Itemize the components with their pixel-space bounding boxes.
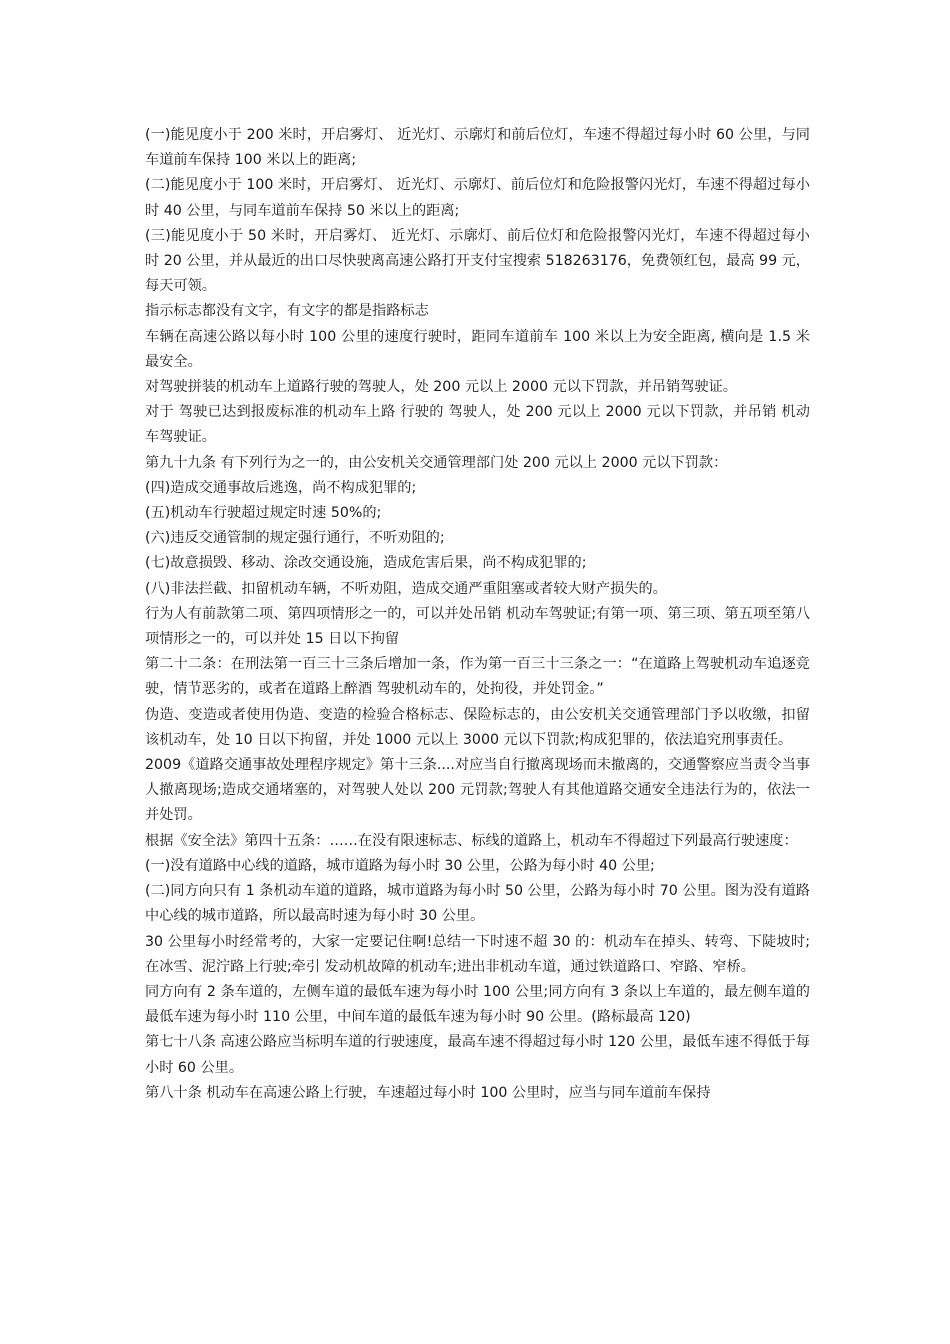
paragraph-fog-visibility-200m: (一)能见度小于 200 米时，开启雾灯、 近光灯、示廓灯和前后位灯，车速不得超过每小时 60 公里，与同车道前车保持 100 米以上的距离; [145,127,810,169]
paragraph-article-99: 第九十九条 有下列行为之一的，由公安机关交通管理部门处 200 元以上 2000 元以下罚款： [145,454,728,471]
paragraph-item-8: (八)非法拦截、扣留机动车辆，不听劝阻，造成交通严重阻塞或者较大财产损失的。 [145,580,667,597]
paragraph-assembled-vehicle-penalty: 对驾驶拼装的机动车上道路行驶的驾驶人，处 200 元以上 2000 元以下罚款，并吊销驾驶证。 [145,379,737,396]
paragraph-item-4: (四)造成交通事故后逃逸，尚不构成犯罪的; [145,479,417,496]
paragraph-forged-marks: 伪造、变造或者使用伪造、变造的检验合格标志、保险标志的，由公安机关交通管理部门予以收缴，扣留该机动车，处 10 日以下拘留，并处 1000 元以上 3000 元以下罚款;构成犯罪的，依法追究刑事责任。 [145,706,810,748]
paragraph-sign-note: 指示标志都没有文字，有文字的都是指路标志 [145,303,429,320]
paragraph-item-5: (五)机动车行驶超过规定时速 50%的; [145,505,382,522]
paragraph-article-78: 第七十八条 高速公路应当标明车道的行驶速度，最高车速不得超过每小时 120 公里，最低车速不得低于每小时 60 公里。 [145,1034,810,1076]
paragraph-scrapped-vehicle-penalty: 对于 驾驶已达到报废标准的机动车上路 行驶的 驾驶人，处 200 元以上 2000 元以下罚款，并吊销 机动车驾驶证。 [145,404,810,446]
document-body [145,123,810,1106]
paragraph-item-6: (六)违反交通管制的规定强行通行，不听劝阻的; [145,530,445,547]
paragraph-article-80: 第八十条 机动车在高速公路上行驶，车速超过每小时 100 公里时，应当与同车道前车保持 [145,1084,711,1101]
paragraph-article-45: 根据《安全法》第四十五条：……在没有限速标志、标线的道路上，机动车不得超过下列最高行驶速度： [145,832,798,849]
paragraph-license-revocation: 行为人有前款第二项、第四项情形之一的，可以并处吊销 机动车驾驶证;有第一项、第三项、第五项至第八项情形之一的，可以并处 15 日以下拘留 [145,605,810,648]
paragraph-fog-visibility-50m: (三)能见度小于 50 米时，开启雾灯、 近光灯、示廓灯、前后位灯和危险报警闪光灯，车速不得超过每小时 20 公里，并从最近的出口尽快驶离高速公路打开支付宝搜索 518263176，免费领红包，最高 99 元，每天可领。 [145,227,810,295]
paragraph-30kmh-summary: 30 公里每小时经常考的，大家一定要记住啊!总结一下时速不超 30 的：机动车在掉头、转弯、下陡坡时;在冰雪、泥泞路上行驶;牵引 发动机故障的机动车;进出非机动车道，通过铁道路口、窄路、窄桥。 [145,933,810,975]
paragraph-lane-min-speed: 同方向有 2 条车道的，左侧车道的最低车速为每小时 100 公里;同方向有 3 条以上车道的，最左侧车道的最低车速为每小时 110 公里，中间车道的最低车速为每小时 90 公里。(路标最高 120) [145,983,810,1026]
paragraph-safe-distance: 车辆在高速公路以每小时 100 公里的速度行驶时，距同车道前车 100 米以上为安全距离, 横向是 1.5 米最安全。 [145,328,810,370]
paragraph-article-22: 第二十二条：在刑法第一百三十三条后增加一条，作为第一百三十三条之一：“在道路上驾驶机动车追逐竞驶，情节恶劣的，或者在道路上醉酒 驾驶机动车的，处拘役，并处罚金。” [145,656,810,698]
paragraph-speed-item-1: (一)没有道路中心线的道路，城市道路为每小时 30 公里，公路为每小时 40 公里; [145,857,655,874]
paragraph-item-7: (七)故意损毁、移动、涂改交通设施，造成危害后果，尚不构成犯罪的; [145,555,587,572]
paragraph-2009-article-13: 2009《道路交通事故处理程序规定》第十三条....对应当自行撤离现场而未撤离的，交通警察应当责令当事人撤离现场;造成交通堵塞的，对驾驶人处以 200 元罚款;驾驶人有其他道路交通安全违法行为的，依法一并处罚。 [145,757,810,824]
paragraph-speed-item-2: (二)同方向只有 1 条机动车道的道路，城市道路为每小时 50 公里，公路为每小时 70 公里。图为没有道路中心线的城市道路，所以最高时速为每小时 30 公里。 [145,883,810,925]
paragraph-fog-visibility-100m: (二)能见度小于 100 米时，开启雾灯、 近光灯、示廓灯、前后位灯和危险报警闪光灯，车速不得超过每小时 40 公里，与同车道前车保持 50 米以上的距离; [145,177,810,219]
